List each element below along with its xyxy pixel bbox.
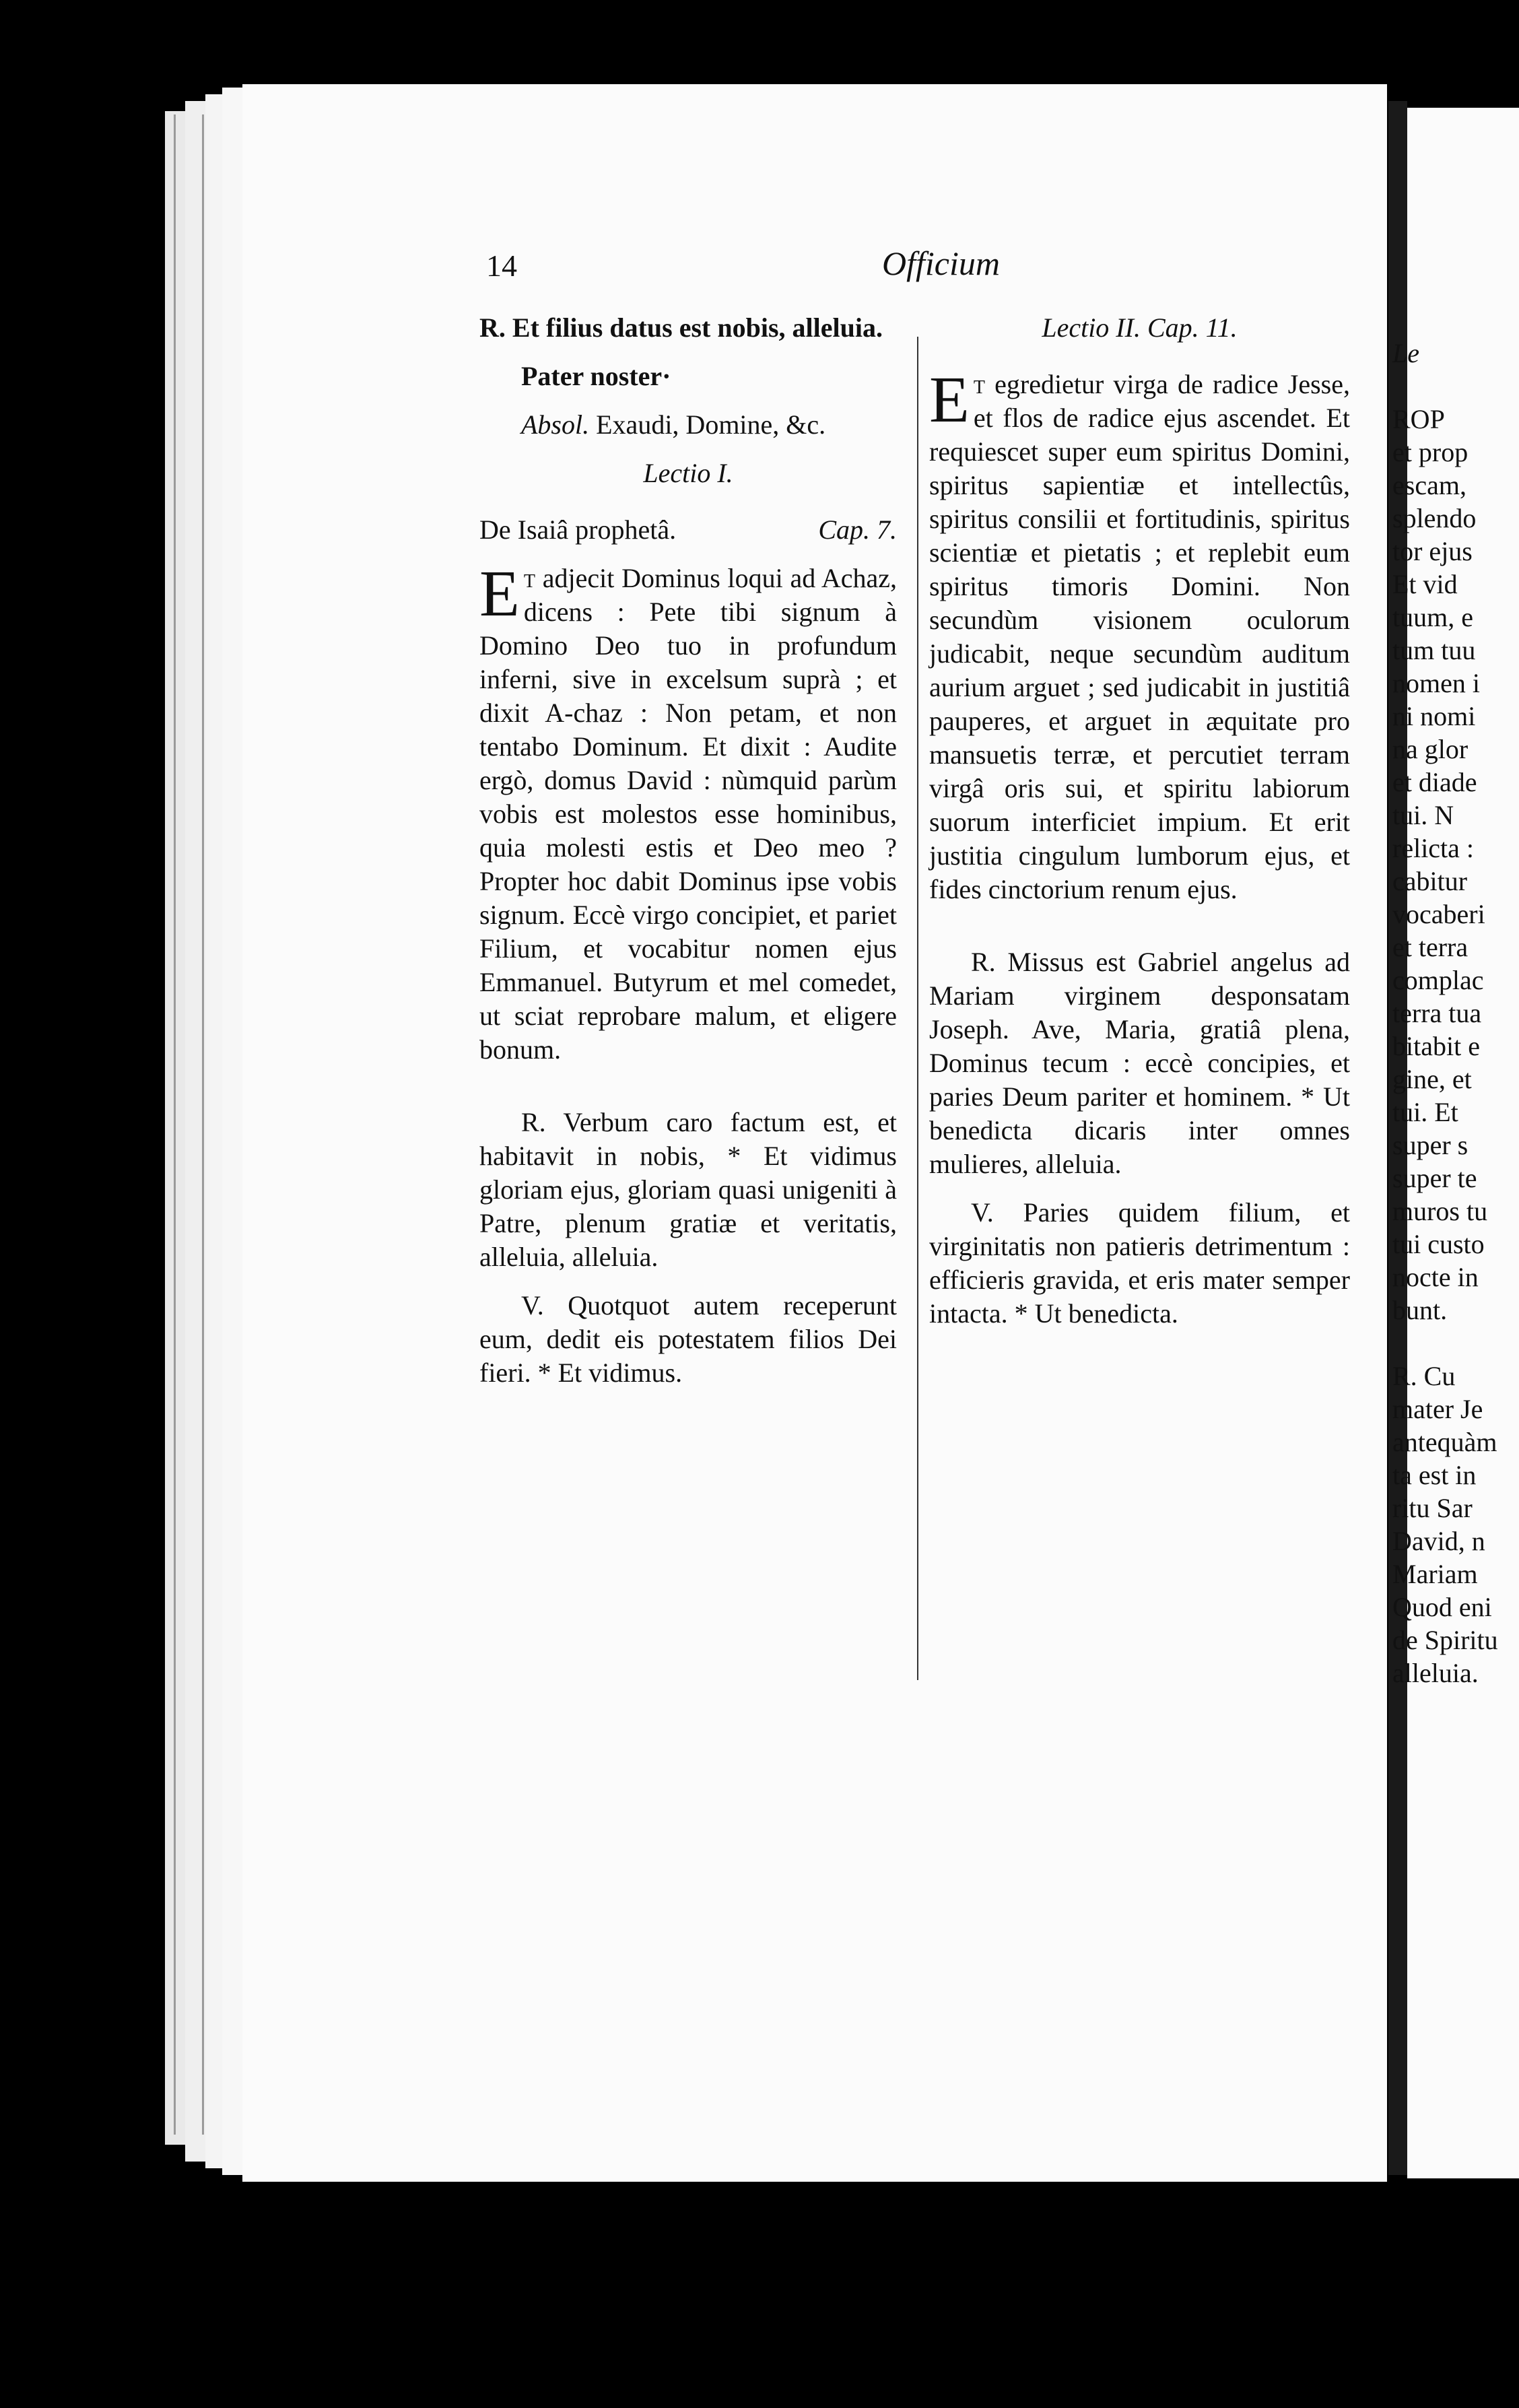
running-title: Officium — [882, 244, 1000, 282]
versicle2: V. Paries quidem filium, et virginitatis non patieris detrimentum : efficieris gravida, et eris mater semper intacta. * Ut benedicta. — [929, 1197, 1350, 1329]
page-edge-line — [174, 114, 176, 2135]
next-page-line: tui. Et — [1392, 1097, 1458, 1127]
versicle1: V. Quotquot autem receperunt eum, dedit eis potestatem filios Dei fieri. * Et vidimus. — [479, 1290, 897, 1388]
next-page-fragments — [1387, 337, 1519, 1690]
lesson1-source-line — [479, 513, 897, 547]
next-page-line: escam, — [1392, 470, 1466, 500]
responsory-intro: R. Et filius datus est nobis, alleluia. — [479, 312, 883, 343]
lesson1-text — [479, 558, 897, 1067]
next-page-line: et diade — [1392, 767, 1477, 797]
next-page-line: vocaberi — [1392, 899, 1485, 929]
next-page-line — [1387, 1327, 1519, 1360]
next-page-line: super te — [1392, 1163, 1477, 1193]
pater-noster: Pater noster· — [521, 361, 671, 391]
next-page-line: ta est in — [1392, 1460, 1477, 1490]
responsory2: R. Missus est Gabriel angelus ad Mariam virginem desponsatam Joseph. Ave, Maria, gratiâ plena, Dominus tecum : eccè concipies, et paries Deum pariter et hominem. * Ut benedicta dicaris inter omnes mulieres, alleluia. — [929, 947, 1350, 1179]
left-column — [479, 311, 897, 1390]
next-page-line: splendo — [1392, 503, 1477, 533]
page-edge-line — [202, 114, 204, 2135]
next-page-line: nomen i — [1392, 668, 1480, 698]
next-page-line: terra tua — [1392, 998, 1482, 1028]
next-page-line: Le — [1392, 338, 1419, 368]
column-rule — [917, 337, 918, 1680]
next-page-line: super s — [1392, 1130, 1469, 1160]
next-page-line: bunt. — [1392, 1295, 1448, 1325]
next-page-line: R. Cu — [1392, 1361, 1456, 1391]
next-page-line — [1387, 370, 1519, 403]
next-page-line: ritu Sar — [1392, 1493, 1473, 1523]
next-page-line: complac — [1392, 965, 1484, 995]
page-number: 14 — [486, 248, 517, 283]
next-page-line: et terra — [1392, 932, 1469, 962]
lesson2-body: egredietur virga de radice Jesse, et flos de radice ejus ascendet. Et requiescet super eum spiritus Domini, spiritus sapientiæ et intellectûs, spiritus consilii et fortitudinis, spiritus scientiæ et pietatis ; et replebit eum spiritus timoris Domini. Non secundùm visionem oculorum judicabit, neque secundùm auditum aurium arguet ; sed judicabit in justitiâ pauperes, et arguet in æquitate pro mansuetis terræ, et percutiet terram virgâ oris sui, et spiritu labiorum suorum interficiet impium. Et erit justitia cingulum lumborum ejus, et fides cinctorium renum ejus. — [929, 369, 1350, 904]
lesson2-dropcap: E — [929, 364, 970, 436]
next-page-line: tuum, e — [1392, 602, 1473, 632]
next-page-line: ni nomi — [1392, 701, 1476, 731]
next-page-line: nocte in — [1392, 1262, 1479, 1292]
right-column — [929, 311, 1350, 1331]
lesson1-chapter: Cap. 7. — [818, 514, 897, 545]
next-page-line: et prop — [1392, 437, 1469, 467]
lesson1-source: De Isaiâ prophetâ. — [479, 514, 677, 545]
next-page-line: relicta : — [1392, 833, 1475, 863]
lesson2-heading: Lectio II. Cap. 11. — [1042, 312, 1238, 343]
absolution-label: Absol. — [521, 409, 590, 440]
next-page-line: alleluia. — [1392, 1658, 1479, 1688]
absolution — [479, 408, 897, 442]
next-page-line: ROP — [1392, 404, 1445, 434]
lesson1-dropcap: E — [479, 558, 520, 630]
next-page-line: antequàm — [1392, 1427, 1497, 1457]
next-page-line: tui custo — [1392, 1229, 1485, 1259]
next-page-line: tui. N — [1392, 800, 1454, 830]
lesson2-smallcaps: t — [973, 369, 985, 399]
next-page-line: tum tuu — [1392, 635, 1476, 665]
lesson2-text — [929, 364, 1350, 906]
next-page-line: Et vid — [1392, 569, 1458, 599]
next-page-line: Mariam — [1392, 1559, 1478, 1589]
next-page-line: cabitur — [1392, 866, 1468, 896]
next-page-line: Quod eni — [1392, 1592, 1492, 1622]
next-page-line: na glor — [1392, 734, 1469, 764]
lesson1-smallcaps: t — [523, 563, 535, 593]
lesson1-heading: Lectio I. — [643, 458, 733, 488]
next-page-line: tor ejus — [1392, 536, 1473, 566]
next-page-line: gine, et — [1392, 1064, 1472, 1094]
next-page-line: David, n — [1392, 1526, 1485, 1556]
next-page-line: mater Je — [1392, 1394, 1483, 1424]
next-page-line: de Spiritu — [1392, 1625, 1498, 1655]
next-page-line: muros tu — [1392, 1196, 1488, 1226]
absolution-text: Exaudi, Domine, &c. — [596, 409, 826, 440]
next-page-line: bitabit e — [1392, 1031, 1480, 1061]
lesson1-body: adjecit Dominus loqui ad Achaz, dicens : Pete tibi signum à Domino Deo tuo in profundum inferni, sive in excelsum suprà ; et dixit A-chaz : Non petam, et non tentabo Dominum. Et dixit : Audite ergò, domus David : nùmquid parùm vobis est molestos esse hominibus, quia molesti estis et Deo meo ? Propter hoc dabit Dominus ipse vobis signum. Eccè virgo concipiet, et pariet Filium, et vocabitur nomen ejus Emmanuel. Butyrum et mel comedet, ut sciat reprobare malum, et eligere bonum. — [479, 563, 897, 1065]
responsory1: R. Verbum caro factum est, et habitavit in nobis, * Et vidimus gloriam ejus, gloriam quasi unigeniti à Patre, plenum gratiæ et veritatis, alleluia, alleluia. — [479, 1107, 897, 1272]
